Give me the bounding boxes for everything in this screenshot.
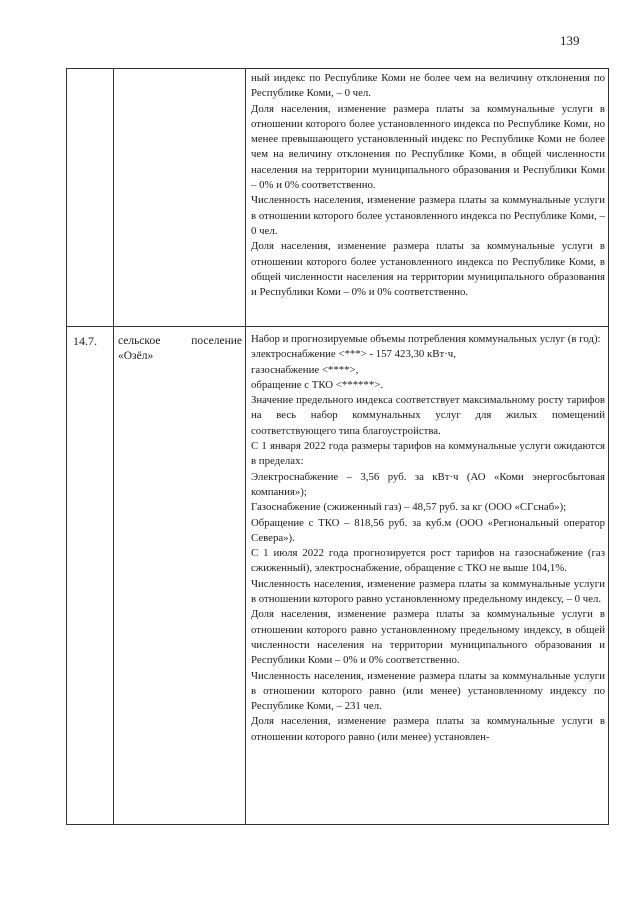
paragraph: Обращение с ТКО – 818,56 руб. за куб.м (ООО «Региональный оператор Севера»). bbox=[251, 516, 605, 544]
description-cell bbox=[246, 327, 609, 825]
settlement-type bbox=[118, 334, 242, 349]
settlement-cell bbox=[114, 327, 246, 825]
paragraph: С 1 июля 2022 года прогнозируется рост тарифов на газоснабжение (газ сжиженный), электроснабжение, обращение с ТКО не выше 104,1%. bbox=[251, 547, 605, 575]
row-number-cell bbox=[67, 69, 114, 327]
settlement-type-word: сельское bbox=[118, 335, 161, 347]
description-cell bbox=[246, 69, 609, 327]
paragraph: Доля населения, изменение размера платы за коммунальные услуги в отношении которого равно установленному предельному индексу, в общей численности населения на территории муниципального образования и Республики Коми – 0% и 0% соответственно. bbox=[251, 608, 605, 667]
paragraph: Газоснабжение (сжиженный газ) – 48,57 руб. за кг (ООО «СГснаб»); bbox=[251, 501, 567, 514]
settlement-name: «Озёл» bbox=[118, 350, 154, 362]
paragraph: обращение с ТКО <******>. bbox=[251, 378, 384, 391]
paragraph: газоснабжение <****>, bbox=[251, 363, 359, 376]
paragraph: Численность населения, изменение размера платы за коммунальные услуги в отношении которого более установленного индекса по Республике Коми, – 0 чел. bbox=[251, 194, 605, 237]
table-row-14-7 bbox=[67, 327, 609, 825]
row-number-cell bbox=[67, 327, 114, 825]
settlement-type-word: поселение bbox=[191, 335, 242, 347]
indicators-table bbox=[66, 68, 609, 825]
paragraph: Доля населения, изменение размера платы за коммунальные услуги в отношении которого более установленного индекса по Республике Коми, но менее превышающего установленный индекс по Республике Коми не более чем на величину отклонения по Республике Коми, в общей численности населения на территории муниципального образования и Республики Коми – 0% и 0% соответственно. bbox=[251, 102, 605, 192]
paragraph: ный индекс по Республике Коми не более чем на величину отклонения по Республике Коми, – 0 чел. bbox=[251, 72, 605, 100]
row-number: 14.7. bbox=[73, 334, 97, 348]
paragraph: Доля населения, изменение размера платы за коммунальные услуги в отношении которого равно (или менее) установлен- bbox=[251, 715, 605, 743]
page-number: 139 bbox=[560, 33, 580, 48]
table-row-continued bbox=[67, 69, 609, 327]
paragraph: Доля населения, изменение размера платы за коммунальные услуги в отношении которого более установленного индекса по Республике Коми, в общей численности населения на территории муниципального образования и Республики Коми – 0% и 0% соответственно. bbox=[251, 240, 605, 299]
paragraph: Электроснабжение – 3,56 руб. за кВт·ч (АО «Коми энергосбытовая компания»); bbox=[251, 470, 605, 498]
paragraph: Значение предельного индекса соответствует максимальному росту тарифов на весь набор коммунальных услуг для жилых помещений соответствующего типа благоустройства. bbox=[251, 394, 605, 437]
paragraph: электроснабжение <***> - 157 423,30 кВт·ч, bbox=[251, 348, 456, 361]
paragraph: Численность населения, изменение размера платы за коммунальные услуги в отношении которого равно (или менее) установленному индексу по Республике Коми, – 231 чел. bbox=[251, 669, 605, 713]
paragraph: Численность населения, изменение размера платы за коммунальные услуги в отношении которого равно установленному предельному индексу, – 0 чел. bbox=[251, 577, 605, 606]
paragraph: Набор и прогнозируемые объемы потребления коммунальных услуг (в год): bbox=[251, 333, 601, 345]
paragraph: С 1 января 2022 года размеры тарифов на коммунальные услуги ожидаются в пределах: bbox=[251, 440, 605, 468]
settlement-cell bbox=[114, 69, 246, 327]
